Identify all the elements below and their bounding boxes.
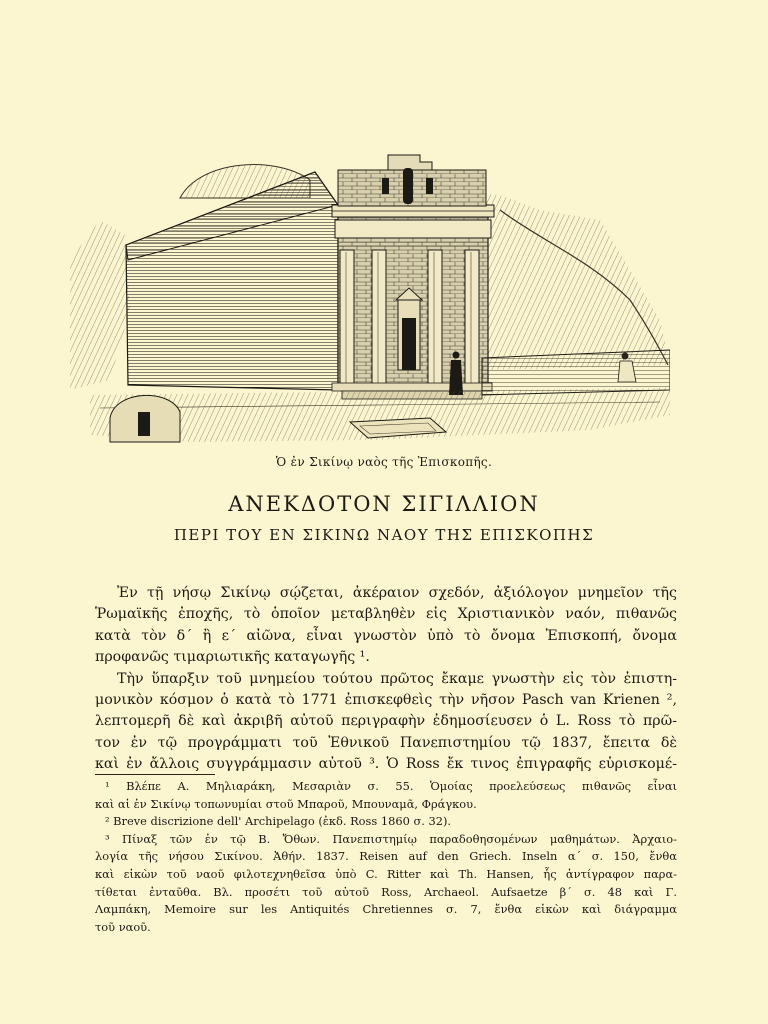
- body-line: Ἐν τῇ νήσῳ Σικίνῳ σῴζεται, ἀκέραιον σχεδόν, ἀξιόλογον μνημεῖον τῆς: [117, 585, 677, 601]
- figure-caption: Ὁ ἐν Σικίνῳ ναὸς τῆς Ἐπισκοπῆς.: [275, 455, 493, 469]
- document-subtitle: ΠΕΡΙ ΤΟΥ ΕΝ ΣΙΚΙΝΩ ΝΑΟΥ ΤΗΣ ΕΠΙΣΚΟΠΗΣ: [173, 526, 595, 544]
- footnote-line: καὶ αἱ ἐν Σικίνῳ τοπωνυμίαι στοῦ Μπαροῦ, Μπουναμᾶ, Φράγκου.: [95, 796, 477, 811]
- left-hill: [70, 220, 130, 390]
- body-line: κατὰ τὸν δ΄ ἢ ε΄ αἰῶνα, εἶναι γνωστὸν ὑπὸ τὸ ὄνομα Ἐπισκοπή, ὄνομα: [95, 627, 677, 644]
- body-line: καὶ ἐν ἄλλοις συγγράμμασιν αὐτοῦ ³. Ὁ Ross ἔκ τινος ἐπιγραφῆς εὑρισκομέ-: [95, 756, 677, 773]
- body-line: μονικὸν κόσμον ὁ κατὰ τὸ 1771 ἐπισκεφθεὶς τὴν νῆσον Pasch van Krienen ²,: [95, 691, 677, 708]
- body-line: Ῥωμαϊκῆς ἐποχῆς, τὸ ὁποῖον μεταβληθὲν εἰς Χριστιανικὸν ναόν, πιθανῶς: [95, 606, 677, 623]
- footnote-line: τίθεται ἐνταῦθα. Βλ. προσέτι τοῦ αὐτοῦ Ross, Archaeol. Aufsaetze β΄ σ. 48 καὶ Γ.: [95, 884, 677, 899]
- footnote-line: ¹ Βλέπε Α. Μηλιαράκη, Μεσαριὰν σ. 55. Ὁμοίας προελεύσεως πιθανῶς εἶναι: [105, 779, 677, 793]
- body-line: προφανῶς τιμαριωτικῆς καταγωγῆς ¹.: [95, 649, 370, 666]
- footnote-separator: [95, 774, 215, 775]
- body-line: τον ἐν τῷ προγράμματι τοῦ Ἐθνικοῦ Πανεπιστημίου τῷ 1837, ἔπειτα δὲ: [95, 734, 677, 751]
- footnote-line: ² Breve discrizione dell' Archipelago (ἐκδ. Ross 1860 σ. 32).: [105, 814, 452, 829]
- church-engraving: [70, 150, 670, 450]
- footnote-line: τοῦ ναοῦ.: [95, 919, 151, 934]
- footnote-line: καὶ εἰκὼν τοῦ ναοῦ φιλοτεχνηθεῖσα ὑπὸ C. Ritter καὶ Th. Hansen, ἧς ἀντίγραφον παρα-: [95, 866, 677, 881]
- document-title: ΑΝΕΚΔΟΤΟΝ ΣΙΓΙΛΛΙΟΝ: [228, 492, 540, 516]
- footnote-line: λογία τῆς νήσου Σικίνου. Ἀθήν. 1837. Reisen auf den Griech. Inseln α΄ σ. 150, ἔνθα: [95, 849, 677, 864]
- body-paragraphs: [95, 583, 677, 776]
- body-line: Τὴν ὕπαρξιν τοῦ μνημείου τούτου πρῶτος ἔκαμε γνωστὴν εἰς τὸν ἐπιστη-: [117, 670, 677, 687]
- footnote-line: ³ Πίναξ τῶν ἐν τῷ Β. Ὄθων. Πανεπιστημίῳ παραδοθησομένων μαθημάτων. Ἀρχαιο-: [105, 831, 677, 846]
- footnote-line: Λαμπάκη, Memoire sur les Antiquités Chretiennes σ. 7, ἔνθα εἰκὼν καὶ διάγραμμα: [95, 902, 677, 917]
- body-line: λεπτομερῆ δὲ καὶ ἀκριβῆ αὐτοῦ περιγραφὴν ἐδημοσίευσεν ὁ L. Ross τὸ πρῶ-: [95, 713, 677, 730]
- footnotes: [95, 778, 677, 936]
